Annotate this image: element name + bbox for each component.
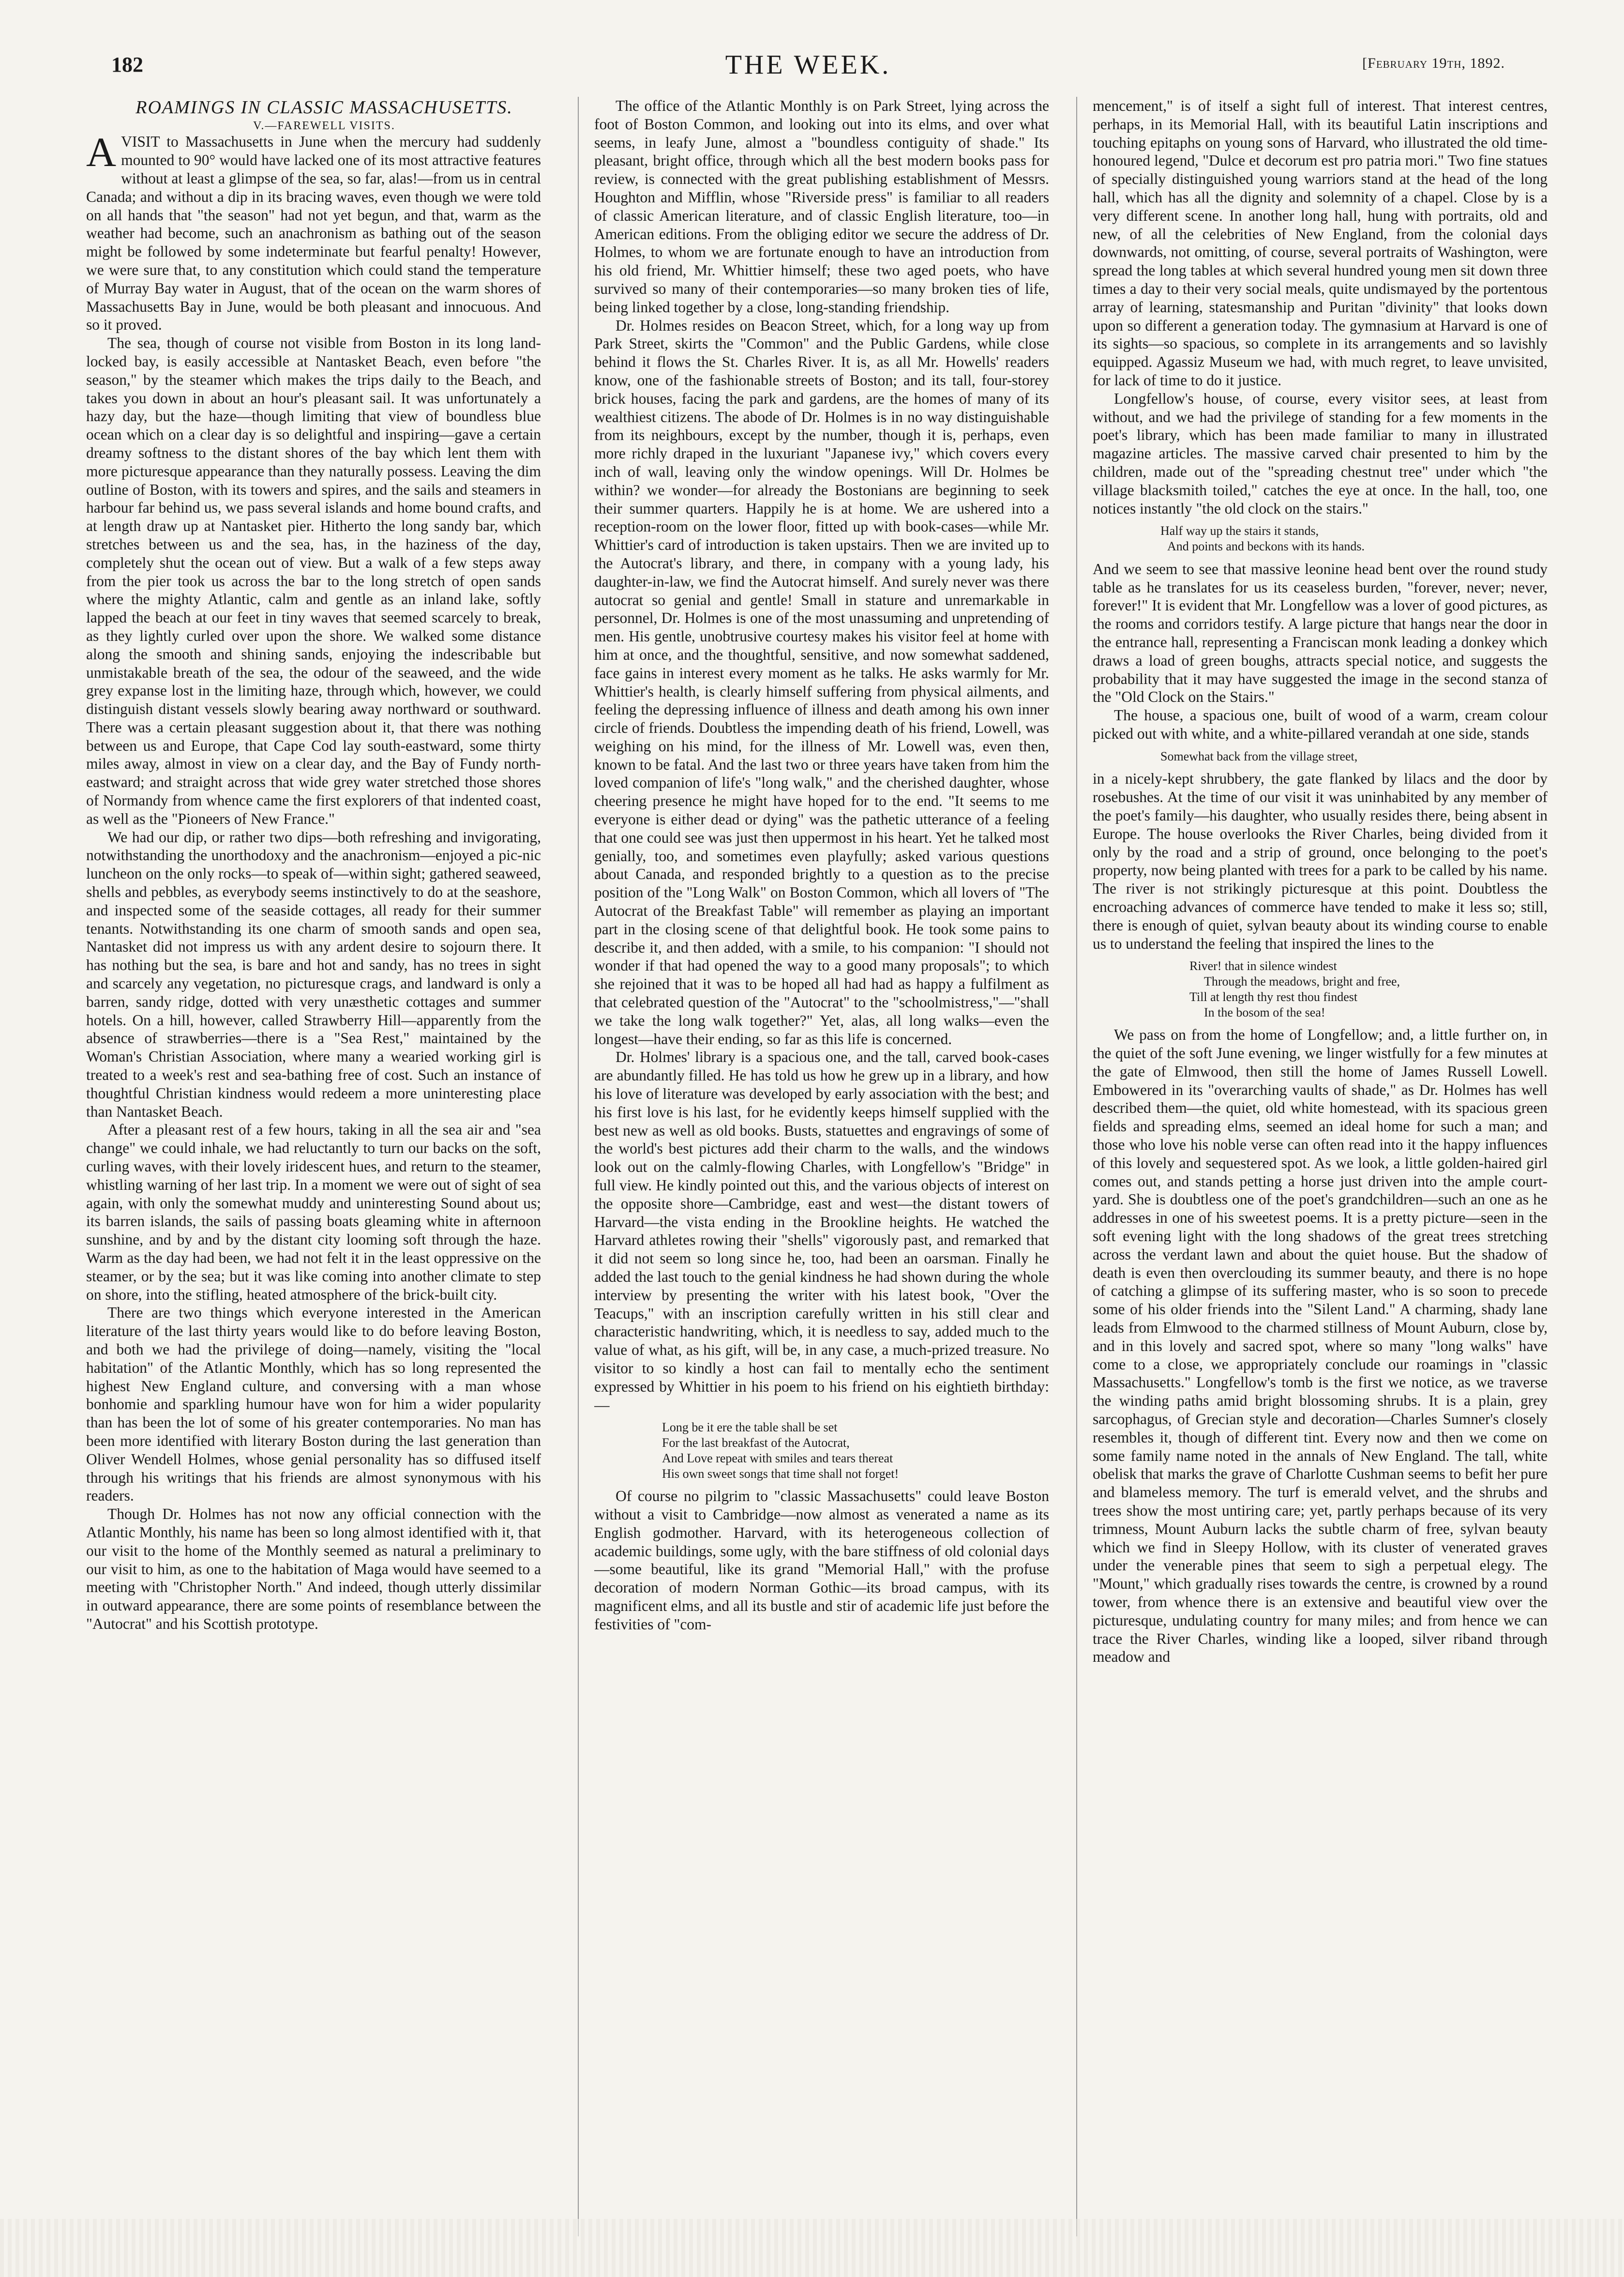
verse-line: And points and beckons with its hands.: [1167, 539, 1365, 554]
verse-quote: [1160, 749, 1548, 764]
verse-quote: [662, 1420, 1049, 1481]
verse-line: Through the meadows, bright and free,: [1204, 974, 1400, 989]
drop-cap: A: [86, 129, 117, 176]
verse-line: Somewhat back from the village street,: [1160, 749, 1358, 763]
verse-quote: [1189, 958, 1548, 1020]
article-paragraph: After a pleasant rest of a few hours, taking in all the sea air and "sea change" we could inhale, we had reluctantly to turn our backs on the soft, curling waves, with their lovely iridescent hues, and return to the steamer, whistling warning of her last trip. In a moment we were out of sight of sea again, with only the somewhat muddy and uninteresting Sound about us; its barren islands, the sails of passing boats gleaming white in afternoon sunshine, and by and by the distant city looming soft through the haze. Warm as the day had been, we had not felt it in the least oppressive on the steamer, or by the sea; but it was like coming into another climate to step on shore, into the stifling, heated atmosphere of the brick-built city.: [86, 1121, 541, 1303]
article-paragraph: Dr. Holmes resides on Beacon Street, which, for a long way up from Park Street, skirts the "Common" and the Public Gardens, while close behind it flows the St. Charles River. It is, as all Mr. Howells' readers know, one of the fashionable streets of Boston; and its tall, four-storey brick houses, facing the park and gardens, are the homes of many of its wealthiest citizens. The abode of Dr. Holmes is in no way distinguishable from its neighbours, except by the number, though it is, perhaps, even more richly draped in the luxuriant "Japanese ivy," which covers every inch of wall, leaving only the window openings. Will Dr. Holmes be within? we wonder—for already the Bostonians are beginning to seek their summer quarters. Happily he is at home. We are ushered into a reception-room on the lower floor, fitted up with book-cases—while Mr. Whittier's card of introduction is taken upstairs. Then we are invited up to the Autocrat's library, and there, in company with a young lady, his daughter-in-law, we find the Autocrat himself. And surely never was there autocrat so genial and gentle! Small in stature and unremarkable in personnel, Dr. Holmes is one of the most unassuming and unpretending of men. His gentle, unobtrusive courtesy makes his visitor feel at home with him at once, and the thoughtful, sensitive, and now somewhat saddened, face gains in interest every moment as he talks. He asks warmly for Mr. Whittier's health, is clearly himself suffering from physical ailments, and feeling the depressing influence of illness and death among his own inner circle of friends. Doubtless the impending death of his friend, Lowell, was weighing on his mind, for the illness of Mr. Lowell was, even then, known to be fatal. And the last two or three years have taken from him the loved companion of life's "long walk," and the cherished daughter, whose cheering presence he might have hoped for to the end. "It seems to me everyone is either dead or dying" was the pathetic utterance of a feeling that one could see was just then uppermost in his heart. Yet he talked most genially, too, and sometimes even playfully; asked various questions about Canada, and responded brightly to a question as to the precise position of the "Long Walk" on Boston Common, which all lovers of "The Autocrat of the Breakfast Table" will remember as playing an important part in the closing scene of that delightful book. He took some pains to describe it, and then added, with a smile, to his companion: "I should not wonder if that had opened the way to a good many proposals"; to which she rejoined that it was to be hoped all had had as happy a fulfilment as that celebrated question of the "Autocrat" to the "schoolmistress,"—"shall we take the long walk together?" Yet, alas, all long walks—even the longest—have their ending, so far as this life is concerned.: [594, 317, 1049, 1047]
column-rule: [1076, 97, 1077, 2236]
article-paragraph: We had our dip, or rather two dips—both refreshing and invigorating, notwithstanding the unorthodoxy and the anachronism—enjoyed a pic-nic luncheon on the only rocks—to speak of—within sight; gathered seaweed, shells and pebbles, as everybody seems instinctively to do at the seashore, and inspected some of the seaside cottages, all ready for their summer tenants. Notwithstanding its one charm of smooth sands and open sea, Nantasket did not impress us with any ardent desire to sojourn there. It has nothing but the sea, is bare and hot and sandy, has no trees in sight and scarcely any vegetation, no picturesque crags, and landward is only a barren, sandy ridge, dotted with very unæsthetic cottages and summer hotels. On a hill, however, called Strawberry Hill—apparently from the absence of strawberries—there is a "Sea Rest," maintained by the Woman's Christian Association, where many a wearied working girl is treated to a week's rest and sea-bathing free of cost. Such an instance of thoughtful Christian kindness would redeem a more uninteresting place than Nantasket Beach.: [86, 828, 541, 1120]
masthead-title: THE WEEK.: [725, 50, 891, 80]
verse-line: River! that in silence windest: [1189, 959, 1337, 973]
article-title: ROAMINGS IN CLASSIC MASSACHUSETTS.: [135, 97, 513, 118]
verse-line: For the last breakfast of the Autocrat,: [662, 1436, 850, 1450]
article-paragraph: We pass on from the home of Longfellow; and, a little further on, in the quiet of the soft June evening, we linger wistfully for a few minutes at the gate of Elmwood, then still the home of James Russell Lowell. Embowered in its "overarching vaults of shade," as Dr. Holmes has well described them—the quiet, old white homestead, with its spacious green fields and spreading elms, seemed an ideal home for such a man; and those who love his noble verse can often read into it the happy influences of this lovely and sequestered spot. As we look, a little golden-haired girl comes out, and stands petting a horse just driven into the ample court-yard. She is doubtless one of the poet's grandchildren—such an one as he addresses in one of his sweetest poems. It is a pretty picture—seen in the soft evening light with the long shadows of the great trees stretching across the verdant lawn and about the quiet house. But the shadow of death is even then overclouding its summer beauty, and there is no hope of catching a glimpse of its suffering master, who is so soon to precede some of his older friends into the "Silent Land." A charming, shady lane leads from Elmwood to the charmed stillness of Mount Auburn, close by, and in this lovely and sacred spot, where so many "long walks" have come to a close, we appropriately conclude our roamings in "classic Massachusetts." Longfellow's tomb is the first we notice, as we traverse the winding paths amid bright blossoming shrubs. It is a plain, grey sarcophagus, of Grecian style and decoration—Charles Sumner's closely resembles it, though of different tint. Every now and then we come on some family name noted in the annals of New England. The tall, white obelisk that marks the grave of Charlotte Cushman seems to befit her pure and blameless memory. The turf is emerald velvet, and the shrubs and trees show the most untiring care; yet, partly perhaps because of its very trimness, Mount Auburn lacks the subtle charm of free, sylvan beauty which we find in Sleepy Hollow, with its cluster of venerated graves under the venerable pines that seem to sigh a perpetual elegy. The "Mount," which gradually rises towards the centre, is crowned by a round tower, from whence there is an extensive and beautiful view over the picturesque, undulating country for many miles; and from hence we can trace the River Charles, winding like a looped, silver riband through meadow and: [1093, 1026, 1548, 1666]
page-header: [111, 52, 1505, 91]
column-rule: [578, 97, 579, 2236]
article-paragraph: in a nicely-kept shrubbery, the gate flanked by lilacs and the door by rosebushes. At the time of our visit it was uninhabited by any member of the poet's family—his daughter, who usually resides there, being absent in Europe. The house overlooks the River Charles, being divided from it only by the road and a strip of ground, once belonging to the poet's property, now being planted with trees for a park to be called by his name. The river is not strikingly picturesque at this point. Doubtless the encroaching advances of commerce have tended to make it less so; still, there is enough of quiet, sylvan beauty about its winding course to enable us to understand the feeling that inspired the lines to the: [1093, 770, 1548, 952]
article-paragraph: Longfellow's house, of course, every visitor sees, at least from without, and we had the privilege of standing for a few moments in the poet's library, which has been made familiar to many in illustrated magazine articles. The massive carved chair presented to him by the children, made out of the "spreading chestnut tree" under which "the village blacksmith toiled," catches the eye at once. In the hall, too, one notices instantly "the old clock on the stairs.": [1093, 390, 1548, 517]
page-number: 182: [111, 53, 143, 76]
article-subtitle: V.—FAREWELL VISITS.: [253, 119, 395, 132]
verse-line: In the bosom of the sea!: [1204, 1005, 1325, 1019]
article-paragraph: The sea, though of course not visible from Boston in its long land-locked bay, is easily accessible at Nantasket Beach, even before "the season," by the steamer which makes the trips daily to the Beach, and takes you down in about an hour's pleasant sail. It was unfortunately a hazy day, but the haze—though limiting that view of boundless blue ocean which on a clear day is so delightful and inspiring—gave a certain dreamy softness to the distant shores of the bay which lent them with more picturesque appearance than they naturally possess. Leaving the dim outline of Boston, with its towers and spires, and the sails and steamers in harbour far behind us, we pass several islands and home bound crafts, and at length draw up at Nantasket pier. Hitherto the long sandy bar, which stretches between us and the sea, has, in the haziness of the day, completely shut the ocean out of view. But a walk of a few steps away from the pier took us across the bar to the long stretch of open sands where the mighty Atlantic, calm and gentle as an inland lake, softly lapped the beach at our feet in tiny waves that seemed scarcely to break, as they lightly curled over upon the shore. We walked some distance along the smooth and shining sands, enjoying the indescribable but unmistakable breath of the sea, the odour of the seaweed, and the wide grey expanse lost in the limiting haze, through which, however, we could distinguish distant vessels slowly bearing away northward or southward. There was a certain pleasant suggestion about it, that there was nothing between us and Europe, that Cape Cod lay south-eastward, some thirty miles away, almost in view on a clear day, and the Bay of Fundy north-eastward; and straight across that wide grey water stretched those shores of Normandy from whence came the first explorers of that indented coast, as well as the "Pioneers of New France.": [86, 334, 541, 827]
verse-line: His own sweet songs that time shall not forget!: [662, 1466, 899, 1481]
verse-line: Half way up the stairs it stands,: [1160, 524, 1319, 538]
verse-line: Long be it ere the table shall be set: [662, 1420, 838, 1435]
article-paragraph: Of course no pilgrim to "classic Massachusetts" could leave Boston without a visit to Cambridge—now almost as venerated a name as its English godmother. Harvard, with its heterogeneous collection of academic buildings, some ugly, with the bare stiffness of old colonial days—some beautiful, like its grand "Memorial Hall," with the profuse decoration of modern Norman Gothic—its broad campus, with its magnificent elms, and all its bustle and stir of academic life just before the festivities of "com-: [594, 1488, 1049, 1633]
page-edge: [0, 2219, 1624, 2277]
article-paragraph: Though Dr. Holmes has not now any official connection with the Atlantic Monthly, his name has been so long almost identified with it, that our visit to the home of the Monthly seemed as natural a preliminary to our visit to him, as one to the habitation of Maga would have seemed to a meeting with "Christopher North." And indeed, though utterly dissimilar in outward appearance, there are some points of resemblance between the "Autocrat" and his Scottish prototype.: [86, 1505, 541, 1632]
article-paragraph: The office of the Atlantic Monthly is on Park Street, lying across the foot of Boston Common, and looking out into its elms, and over what seems, in leafy June, almost a "boundless contiguity of shade." Its pleasant, bright office, through which all the best modern books pass for review, is connected with the great publishing establishment of Messrs. Houghton and Mifflin, whose "Riverside press" is familiar to all readers of classic American literature, and of classic English literature, too—in American editions. From the obliging editor we secure the address of Dr. Holmes, to whom we are fortunate enough to have an introduction from his old friend, Mr. Whittier himself; these two aged poets, who have survived so many of their contemporaries—so many broken ties of life, being linked together by a close, long-standing friendship.: [594, 97, 1049, 316]
article-paragraph: Dr. Holmes' library is a spacious one, and the tall, carved book-cases are abundantly filled. He has told us how he grew up in a library, and how his love of literature was developed by early association with the best; and his first love is his last, for he evidently keeps himself supplied with the best new as well as old books. Busts, statuettes and engravings of some of the world's best pictures add their charm to the walls, and the windows look out on the calmly-flowing Charles, with Longfellow's "Bridge" in full view. He kindly pointed out this, and the various objects of interest on the opposite shore—Cambridge, east and west—the distant towers of Harvard—the vista ending in the Brookline heights. He watched the Harvard athletes rowing their "shells" vigorously past, and remarked that it did not seem so long since he, too, had been an oarsman. Finally he added the last touch to the genial kindness he had shown during the whole interview by presenting the writer with his latest book, "Over the Teacups," with an inscription carefully written in his still clear and characteristic handwriting, which, it is needless to say, added much to the value of what, as his gift, will be, in any case, a much-prized treasure. No visitor to so kindly a host can fail to mentally echo the sentiment expressed by Whittier in his poem to his friend on his eightieth birthday:—: [594, 1048, 1049, 1413]
article-paragraph: mencement," is of itself a sight full of interest. That interest centres, perhaps, in its Memorial Hall, with its beautiful Latin inscriptions and touching epitaphs on young sons of Harvard, who illustrated the old time-honoured legend, "Dulce et decorum est pro patria mori." Two fine statues of specially distinguished young warriors stand at the head of the long hall, which has all the dignity and solemnity of a chapel. Close by is a very different scene. In another long hall, hung with portraits, old and new, of all the celebrities of New England, from the colonial days downwards, not omitting, of course, several portraits of Washington, were spread the long tables at which several hundred young men sit down three times a day to their very social meals, quite undismayed by the portentous array of learning, statesmanship and Puritan "divinity" that looks down upon so different a generation today. The gymnasium at Harvard is one of its sights—so spacious, so complete in its arrangements and so lavishly equipped. Agassiz Museum we had, with much regret, to leave unvisited, for lack of time to do it justice.: [1093, 97, 1548, 389]
article-paragraph: AVISIT to Massachusetts in June when the mercury had suddenly mounted to 90° would have lacked one of its most attractive features without at least a glimpse of the sea, so far, alas!—from us in central Canada; and without a dip in its bracing waves, even though we were told on all hands that "the season" had not yet begun, and that, warm as the weather had become, such an anachronism as bathing out of the season might be followed by some indeterminate but fearful penalty! However, we were sure that, to any constitution which could stand the temperature of Murray Bay water in August, that of the ocean on the warm shores of Massachusetts Bay in June, would be both pleasant and innocuous. And so it proved.: [86, 129, 541, 334]
verse-line: Till at length thy rest thou findest: [1189, 989, 1358, 1004]
column-2: [594, 97, 1049, 2227]
verse-quote: [1160, 523, 1548, 554]
article-paragraph: The house, a spacious one, built of wood of a warm, cream colour picked out with white, and a white-pillared verandah at one side, stands: [1093, 707, 1548, 742]
issue-date: [February 19th, 1892.: [1362, 55, 1505, 71]
article-paragraph: There are two things which everyone interested in the American literature of the last thirty years would like to do before leaving Boston, and both we had the privilege of doing—namely, visiting the "local habitation" of the Atlantic Monthly, which has so long represented the highest New England culture, and conversing with a man whose bonhomie and sparkling humour have won for him a wider popularity than has been the lot of some of his greater contemporaries. No man has been more identified with literary Boston during the last generation than Oliver Wendell Holmes, whose genial personality has so diffused itself through his writings that his friends are almost synonymous with his readers.: [86, 1304, 541, 1504]
column-3: [1093, 97, 1548, 2227]
verse-line: And Love repeat with smiles and tears thereat: [662, 1451, 893, 1465]
article-paragraph: And we seem to see that massive leonine head bent over the round study table as he translates for us its ceaseless burden, "forever, never; never, forever!" It is evident that Mr. Longfellow was a lover of good pictures, as the rooms and corridors testify. A large picture that hangs near the door in the entrance hall, representing a Franciscan monk leading a donkey which draws a load of green boughs, attracts special notice, and suggests the probability that it may have suggested the image in the second stanza of the "Old Clock on the Stairs.": [1093, 560, 1548, 706]
column-1: [86, 97, 541, 2227]
